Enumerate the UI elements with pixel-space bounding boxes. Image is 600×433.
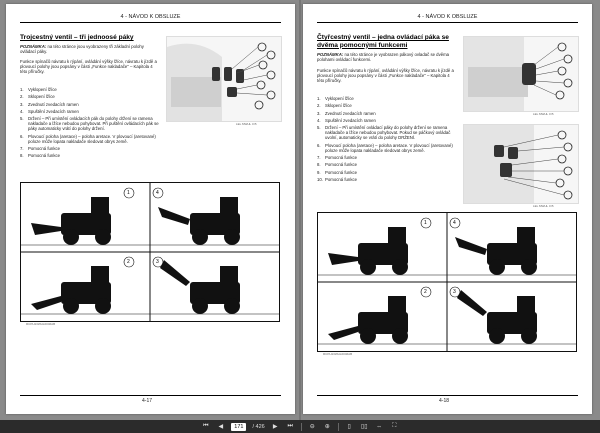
figure-caption: LEL MWHL 0 B xyxy=(236,122,257,126)
panel-label: 4 xyxy=(453,220,456,226)
diagram-caption: RCPH13WHL0046AB xyxy=(26,322,56,326)
list-item: 7. Pomocná funkce xyxy=(317,154,358,160)
list-item: 3. Zvednutí zvedacích ramen xyxy=(317,110,376,116)
joystick-detail-illustration xyxy=(464,125,578,203)
loader-diagram xyxy=(317,212,577,352)
diagram-caption: RCPH13WHL0046AB xyxy=(323,352,353,356)
page-number: 4-18 xyxy=(439,398,450,404)
page-number-input[interactable]: 171 xyxy=(231,423,246,431)
list-item: 6. Plovoucí poloha (aretace) – poloha aretace. V plovoucí (aretované) poloze může lopata nakladače sledovat obrys země. xyxy=(20,133,156,144)
list-item: 2. Sklopení lžíce xyxy=(317,103,352,109)
figure-caption: LEL MWHL 0 B xyxy=(533,112,554,116)
fit-width-icon[interactable]: ⇔ xyxy=(376,423,383,430)
toolbar-divider xyxy=(301,423,302,431)
right-page xyxy=(303,4,592,414)
list-item: 9. Pomocná funkce xyxy=(317,169,358,175)
first-page-icon[interactable]: ⏮ xyxy=(203,423,209,429)
panel-label: 3 xyxy=(453,289,456,295)
list-item: 2. Sklopení lžíce xyxy=(20,94,55,100)
lever-figure-1 xyxy=(463,36,579,112)
lever-figure-2 xyxy=(463,124,579,204)
section-title: Trojcestný ventil – tři jednoosé páky xyxy=(20,34,134,41)
note: POZNÁMKA: na této stránce jsou vyobrazeny tři základní polohy ovládací páky. xyxy=(20,44,144,54)
zoom-in-icon[interactable]: ⊕ xyxy=(324,424,330,430)
list-item: 4. Spuštění zvedacích ramen xyxy=(20,108,79,114)
single-page-icon[interactable]: ▯ xyxy=(347,424,351,430)
list-item: 3. Zvednutí zvedacích ramen xyxy=(20,101,79,107)
list-item: 5. Držení – Při umístění ovládací páky do polohy držení se ramena nakladače a lžíce nebudou pohybovat. Pokud se páčkový ovládač uvolní, automaticky se vrátí do polohy DRŽENÍ. xyxy=(317,125,451,141)
joystick-illustration xyxy=(464,37,578,111)
left-page xyxy=(6,4,295,414)
intro-paragraph: Funkce spínačů návratu k rýpání, ovládání výšky lžíce, návratu k jízdě a plovoucí polohy jsou popsány v části „Funkce nakladače" – Kapitola 4 této příručky. xyxy=(317,68,454,84)
page-separator xyxy=(299,0,301,420)
fullscreen-icon[interactable]: ⛶ xyxy=(392,423,397,429)
toolbar-divider xyxy=(338,423,339,431)
list-item: 1. Vyklopení lžíce xyxy=(20,87,57,92)
list-item: 8. Pomocná funkce xyxy=(20,153,61,159)
loader-positions-illustration xyxy=(318,213,576,351)
note: POZNÁMKA: na této stránce je vyobrazen pákový ovladač se dvěma polohami ovládací funkcemi. xyxy=(317,52,450,62)
panel-label: 4 xyxy=(156,190,159,196)
page-header: 4 - NÁVOD K OBSLUZE xyxy=(317,12,578,23)
section-title: Čtyřcestný ventil – jedna ovládací páka se dvěma pomocnými funkcemi xyxy=(317,34,449,49)
list-item: 4. Spuštění zvedacích ramen xyxy=(317,117,376,123)
loader-diagram xyxy=(20,182,280,322)
joystick-illustration xyxy=(167,37,281,121)
function-list xyxy=(317,96,459,184)
previous-page-icon[interactable]: ◀ xyxy=(218,424,224,430)
footer-rule xyxy=(317,395,578,396)
panel-label: 1 xyxy=(424,220,427,226)
list-item: 10. Pomocná funkce xyxy=(317,176,358,182)
footer-rule xyxy=(20,395,281,396)
list-item: 8. Pomocná funkce xyxy=(317,162,358,168)
list-item: 5. Držení – Při umístění ovládacích pák do polohy držení se ramena nakladače a lžíce nebudou pohybovat. Při puštění ovládacích pák se páky automaticky vrátí do polohy držení. xyxy=(20,116,159,132)
total-pages: / 426 xyxy=(252,423,265,430)
figure-caption: LEL MWHL 0 B xyxy=(533,204,554,208)
page-number: 4-17 xyxy=(142,398,153,404)
list-item: 7. Pomocná funkce xyxy=(20,145,61,151)
page-header: 4 - NÁVOD K OBSLUZE xyxy=(20,12,281,23)
two-page-icon[interactable]: ▯▯ xyxy=(360,424,368,430)
viewer-toolbar xyxy=(0,420,600,433)
list-item: 1. Vyklopení lžíce xyxy=(317,96,354,101)
panel-label: 1 xyxy=(127,190,130,196)
panel-label: 2 xyxy=(127,259,130,265)
lever-figure xyxy=(166,36,282,122)
next-page-icon[interactable]: ▶ xyxy=(272,424,278,430)
panel-label: 3 xyxy=(156,259,159,265)
intro-paragraph: Funkce spínačů návratu k rýpání, ovládání výšky lžíce, návratu k jízdě a plovoucí polohy jsou popsány v části „Funkce nakladače" – Kapitola 4 této příručky. xyxy=(20,59,157,75)
function-list xyxy=(20,87,162,161)
last-page-icon[interactable]: ⏭ xyxy=(287,423,293,429)
zoom-out-icon[interactable]: ⊖ xyxy=(309,424,315,430)
loader-positions-illustration xyxy=(21,183,279,321)
panel-label: 2 xyxy=(424,289,427,295)
list-item: 6. Plovoucí poloha (aretace) – poloha aretace. V plovoucí (aretované) poloze může lopata nakladače sledovat obrys země. xyxy=(317,142,453,153)
